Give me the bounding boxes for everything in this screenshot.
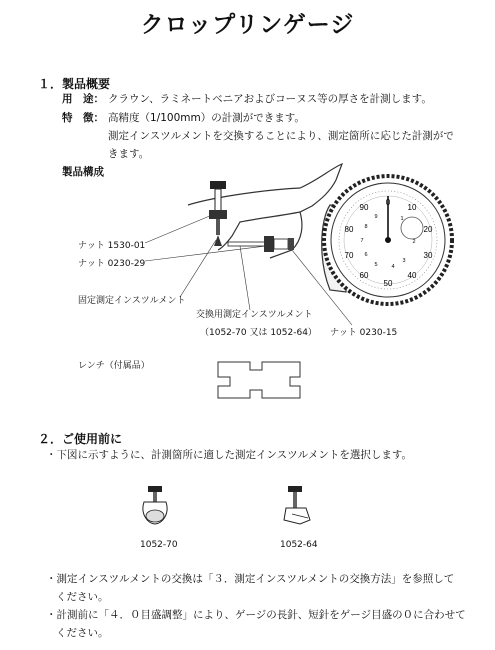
nut-top bbox=[210, 181, 226, 189]
dial-number-30: 30 bbox=[423, 251, 433, 260]
dial-inner-1: 1 bbox=[400, 216, 404, 222]
nut-0230-29 bbox=[264, 236, 274, 252]
section-2-heading: ２．ご使用前に bbox=[38, 432, 123, 446]
feature-line-2: 測定インスツルメントを交換することにより、測定箇所に応じた計測がで bbox=[108, 130, 454, 142]
tip-a-disc bbox=[146, 510, 164, 522]
tip-b-cap bbox=[288, 486, 302, 492]
model-label-1052-64: 1052-64 bbox=[280, 540, 318, 550]
model-label-1052-70: 1052-70 bbox=[140, 540, 178, 550]
wrench-icon bbox=[218, 362, 300, 398]
dial-inner-2: 2 bbox=[412, 239, 416, 245]
usage-label: 用 途： bbox=[62, 93, 104, 105]
label-fixed-instrument: 固定測定インスツルメント bbox=[78, 296, 186, 306]
dial-inner-5: 5 bbox=[374, 262, 378, 268]
tip-b-shaft bbox=[293, 492, 297, 508]
fixed-tip-shaft bbox=[216, 219, 220, 235]
dial-inner-3: 3 bbox=[402, 258, 406, 264]
leader-fixed bbox=[180, 240, 216, 297]
instrument-1052-64-icon bbox=[278, 484, 318, 534]
label-exchange-models: （1052-70 又は 1052-64） bbox=[200, 328, 317, 338]
dial-pivot bbox=[385, 237, 391, 243]
page-title: クロップリンゲージ bbox=[140, 12, 355, 38]
feature-line-3: きます。 bbox=[108, 148, 150, 160]
exchange-holder bbox=[274, 239, 288, 249]
label-nut-0230-29: ナット 0230-29 bbox=[78, 259, 146, 269]
nut-0230-15 bbox=[288, 238, 294, 250]
dial-number-70: 70 bbox=[344, 251, 354, 260]
dial-inner-7: 7 bbox=[360, 238, 364, 244]
section-1-heading: １．製品概要 bbox=[38, 77, 111, 91]
exchange-shaft bbox=[228, 242, 270, 246]
dial-number-60: 60 bbox=[359, 271, 369, 280]
composition-heading: 製品構成 bbox=[62, 166, 104, 178]
dial-number-50: 50 bbox=[383, 279, 393, 288]
dial-inner-4: 4 bbox=[391, 264, 395, 270]
label-nut-1530-01: ナット 1530-01 bbox=[78, 241, 146, 251]
bullet-zero-adjust-line-1: ・計測前に「４．０目盛調整」により、ゲージの長針、短針をゲージ目盛の０に合わせて bbox=[46, 609, 466, 621]
dial-inner-6: 6 bbox=[364, 252, 368, 258]
leader-nut1 bbox=[145, 215, 212, 243]
leader-nut2 bbox=[145, 246, 266, 261]
nut-1530-01 bbox=[209, 210, 227, 219]
usage-text: クラウン、ラミネートベニアおよびコーヌス等の厚さを計測します。 bbox=[108, 93, 432, 105]
gauge-arm-lower bbox=[270, 212, 302, 258]
leader-exchange bbox=[240, 246, 250, 310]
bullet-exchange-line-1: ・測定インスツルメントの交換は「３．測定インスツルメントの交換方法」を参照して bbox=[46, 573, 455, 585]
feature-line-1: 高精度（1/100mm）の計測ができます。 bbox=[108, 112, 305, 124]
tip-a-cap bbox=[148, 486, 162, 492]
fixed-stem bbox=[215, 189, 221, 211]
dial-number-20: 20 bbox=[423, 225, 433, 234]
tip-b-body bbox=[284, 508, 310, 524]
label-exchange-instrument: 交換用測定インスツルメント bbox=[196, 310, 313, 320]
tip-a-shaft bbox=[153, 492, 157, 502]
bullet-exchange-line-2: ください。 bbox=[56, 591, 109, 603]
label-wrench: レンチ（付属品） bbox=[78, 361, 150, 371]
fixed-tip bbox=[214, 235, 222, 246]
dial-inner-9: 9 bbox=[374, 214, 378, 220]
dial-number-40: 40 bbox=[407, 271, 417, 280]
bullet-zero-adjust-line-2: ください。 bbox=[56, 627, 109, 639]
dial-number-10: 10 bbox=[407, 203, 417, 212]
dial-inner-8: 8 bbox=[364, 224, 368, 230]
dial-number-0: 0 bbox=[385, 198, 391, 207]
dial-number-90: 90 bbox=[359, 203, 369, 212]
dial-number-80: 80 bbox=[344, 225, 354, 234]
instrument-1052-70-icon bbox=[138, 484, 178, 534]
bullet-select-instrument: ・下図に示すように、計測箇所に適した測定インスツルメントを選択します。 bbox=[46, 449, 413, 461]
feature-label: 特 徴： bbox=[62, 112, 104, 124]
label-nut-0230-15: ナット 0230-15 bbox=[330, 328, 398, 338]
